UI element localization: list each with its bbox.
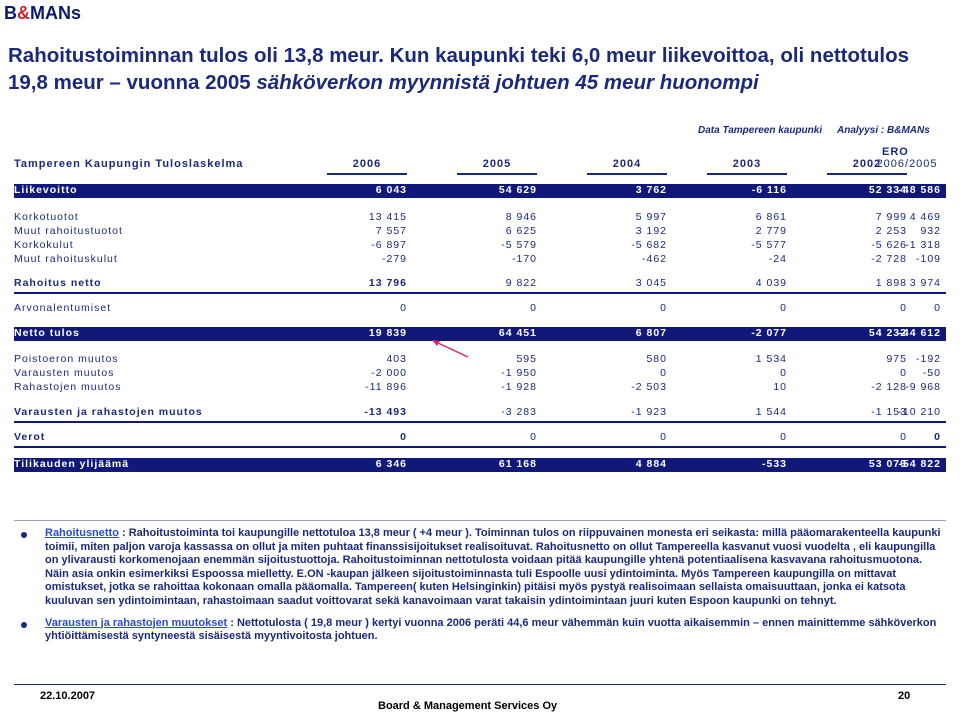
cell: 595 — [516, 353, 537, 365]
row-label: Liikevoitto — [14, 184, 78, 196]
table-row — [14, 353, 946, 368]
row-label: Varausten muutos — [14, 367, 115, 379]
row-label: Rahastojen muutos — [14, 381, 122, 393]
cell: 13 415 — [368, 211, 407, 223]
year-header: 2003 — [732, 158, 762, 170]
cell: 13 796 — [368, 277, 407, 289]
cell: 3 974 — [909, 277, 941, 289]
cell: -2 503 — [631, 381, 667, 393]
cell: -2 077 — [751, 327, 787, 339]
table-row — [14, 458, 946, 473]
cell: -48 586 — [898, 184, 941, 196]
cell: -109 — [915, 253, 941, 265]
cell: 6 861 — [755, 211, 787, 223]
table-row — [14, 277, 946, 292]
table-row — [14, 302, 946, 317]
cell: 0 — [780, 431, 787, 443]
cell: 9 822 — [505, 277, 537, 289]
year-header: 2002 — [852, 158, 882, 170]
ero-label: ERO — [882, 146, 909, 158]
cell: 0 — [934, 431, 941, 443]
cell: -6 897 — [371, 239, 407, 251]
cell: 0 — [900, 367, 907, 379]
cell: -10 210 — [898, 406, 941, 418]
cell: 1 534 — [755, 353, 787, 365]
table-row — [14, 367, 946, 382]
cell: 1 898 — [875, 277, 907, 289]
cell: -9 968 — [905, 381, 941, 393]
table-row — [14, 225, 946, 240]
row-label: Rahoitus netto — [14, 277, 102, 289]
cell: 0 — [530, 431, 537, 443]
cell: 0 — [400, 431, 407, 443]
cell: 0 — [660, 431, 667, 443]
cell: 10 — [773, 381, 787, 393]
table-row — [14, 327, 946, 342]
table-row — [14, 381, 946, 396]
cell: -2 128 — [871, 381, 907, 393]
bullet-icon — [21, 532, 27, 538]
cell: -5 682 — [631, 239, 667, 251]
row-label: Korkotuotot — [14, 211, 79, 223]
page-number: 20 — [898, 690, 911, 702]
note-link[interactable]: Varausten ja rahastojen muutokset — [45, 616, 228, 629]
cell: -1 318 — [905, 239, 941, 251]
cell: 932 — [920, 225, 941, 237]
divider — [14, 520, 946, 521]
cell: -24 — [768, 253, 787, 265]
cell: 0 — [530, 302, 537, 314]
cell: 403 — [386, 353, 407, 365]
row-label: Korkokulut — [14, 239, 74, 251]
year-header: 2004 — [612, 158, 642, 170]
cell: 54 629 — [498, 184, 537, 196]
cell: 64 451 — [498, 327, 537, 339]
footer-date: 22.10.2007 — [40, 690, 96, 702]
cell: 0 — [660, 367, 667, 379]
cell: 61 168 — [498, 458, 537, 470]
cell: -54 822 — [898, 458, 941, 470]
footer-company: Board & Management Services Oy — [378, 700, 558, 712]
cell: 580 — [646, 353, 667, 365]
row-label: Varausten ja rahastojen muutos — [14, 406, 203, 418]
cell: -5 626 — [871, 239, 907, 251]
cell: 975 — [886, 353, 907, 365]
cell: -5 579 — [501, 239, 537, 251]
cell: -170 — [511, 253, 537, 265]
cell: 4 039 — [755, 277, 787, 289]
analysis-credit: Analyysi : B&MANs — [837, 125, 930, 136]
cell: 0 — [900, 302, 907, 314]
table-row — [14, 211, 946, 226]
table-row — [14, 431, 946, 446]
cell: -50 — [922, 367, 941, 379]
table-row — [14, 406, 946, 421]
table-row — [14, 253, 946, 268]
cell: 6 625 — [505, 225, 537, 237]
cell: -2 000 — [371, 367, 407, 379]
row-underline — [14, 292, 946, 294]
cell: 0 — [780, 302, 787, 314]
cell: -533 — [761, 458, 787, 470]
cell: 2 779 — [755, 225, 787, 237]
cell: 0 — [780, 367, 787, 379]
table-header — [14, 158, 946, 174]
cell: 53 079 — [868, 458, 907, 470]
list-item — [18, 617, 948, 644]
row-label: Verot — [14, 431, 46, 443]
cell: 1 544 — [755, 406, 787, 418]
cell: 7 999 — [875, 211, 907, 223]
cell: -44 612 — [898, 327, 941, 339]
cell: -1 950 — [501, 367, 537, 379]
table-title: Tampereen Kaupungin Tuloslaskelma — [14, 158, 244, 170]
page-title: Rahoitustoiminnan tulos oli 13,8 meur. Kun kaupunki teki 6,0 meur liikevoittoa, oli nettotulos 19,8 meur – vuonna 2005 sähköverkon myynnistä johtuen 45 meur huonompi — [8, 44, 909, 94]
cell: 2 253 — [875, 225, 907, 237]
cell: -1 928 — [501, 381, 537, 393]
cell: 0 — [900, 431, 907, 443]
cell: -6 116 — [751, 184, 787, 196]
cell: 6 043 — [375, 184, 407, 196]
year-header: 2005 — [482, 158, 512, 170]
row-label: Muut rahoitustuotot — [14, 225, 123, 237]
cell: -13 493 — [364, 406, 407, 418]
cell: -3 283 — [501, 406, 537, 418]
cell: 5 997 — [635, 211, 667, 223]
cell: -1 153 — [871, 406, 907, 418]
cell: 0 — [400, 302, 407, 314]
row-underline — [14, 446, 946, 448]
note-text: : Rahoitustoiminta toi kaupungille nettotuloa 13,8 meur ( +4 meur ). Toiminnan tulos on riippuvainen monesta eri seikasta: millä pääomarakenteella kaupunki toimii, miten paljon varoja kassassa on ollut ja miten puhtaat finanssisijoitukset realisoituvat. Rahoitusnetto on ollut Tampereella kasvanut vuosi vuodelta , eli kaupungilla on ylivarausti korkomenojaan enemmän sijoitustuottoja. Rahoitustoiminnan nettotulosta voidaan pitää kaupungille yhtenä potentiaalisena kasvavana rahoitusmuotona. Näin asia onkin esimerkiksi Espoossa mielletty. E.ON -kaupan jälkeen sijoitustoiminnasta tuli Espoolle uusi ydintoiminta. Myös Tampereen kaupungilla on mittavat omistukset, jotka se rahoittaa kokonaan omalla pääomalla. Tampereen( kuten Helsinginkin) pitäisi myös pystyä realisoimaan sellaista omaisuuttaan, jonka ei katsota kuuluvan sen ydintoimintaan, rahastoimaan saadut voittovarat sekä kanavoimaan varat takaisin ydintoimintaan juuri kuten Espoon kaupunki on tehnyt. — [45, 527, 941, 607]
cell: -462 — [641, 253, 667, 265]
year-header: 2006 — [352, 158, 382, 170]
cell: 4 884 — [635, 458, 667, 470]
cell: 4 469 — [909, 211, 941, 223]
cell: -1 923 — [631, 406, 667, 418]
notes-list — [18, 527, 948, 652]
cell: 7 557 — [375, 225, 407, 237]
cell: -279 — [381, 253, 407, 265]
row-label: Tilikauden ylijäämä — [14, 458, 130, 470]
ero-period: 2006/2005 — [876, 158, 938, 170]
cell: 6 346 — [375, 458, 407, 470]
cell: 52 334 — [868, 184, 907, 196]
cell: 6 807 — [635, 327, 667, 339]
cell: 0 — [934, 302, 941, 314]
footer-divider — [14, 684, 946, 685]
data-source: Data Tampereen kaupunki — [698, 125, 823, 136]
row-label: Arvonalentumiset — [14, 302, 112, 314]
row-label: Muut rahoituskulut — [14, 253, 118, 265]
cell: -2 728 — [871, 253, 907, 265]
row-label: Netto tulos — [14, 327, 80, 339]
cell: -5 577 — [751, 239, 787, 251]
row-label: Poistoeron muutos — [14, 353, 119, 365]
bullet-icon — [21, 622, 27, 628]
table-row — [14, 184, 946, 199]
table-row — [14, 239, 946, 254]
cell: 3 192 — [635, 225, 667, 237]
row-underline — [14, 421, 946, 423]
cell: -192 — [915, 353, 941, 365]
cell: 3 762 — [635, 184, 667, 196]
list-item — [18, 527, 948, 609]
cell: 8 946 — [505, 211, 537, 223]
cell: 3 045 — [635, 277, 667, 289]
note-text: : Nettotulosta ( 19,8 meur ) kertyi vuonna 2006 peräti 44,6 meur vähemmän kuin vuotta aikaisemmin – ennen mainittemme sähköverkon yhtiöittämisestä syntyneestä sisäisestä myyntivoitosta johtuen. — [45, 616, 937, 643]
note-link[interactable]: Rahoitusnetto — [45, 527, 119, 539]
cell: 19 839 — [368, 327, 407, 339]
cell: -11 896 — [365, 381, 407, 393]
cell: 0 — [660, 302, 667, 314]
cell: 54 232 — [868, 327, 907, 339]
logo: B&MANs — [4, 3, 82, 23]
